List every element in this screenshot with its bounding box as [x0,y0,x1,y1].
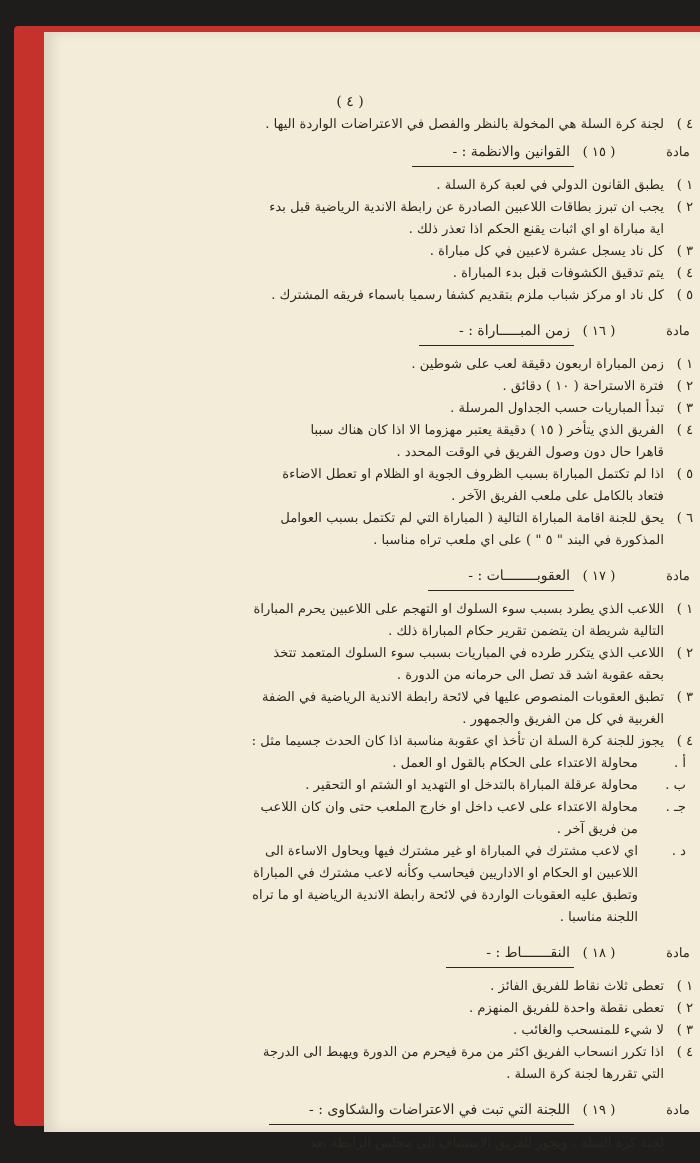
section-gap [56,929,690,937]
item-number: ٤ ) [676,734,694,749]
sub-item-line: محاولة الاعتداء على الحكام بالقول او العمل . [392,756,638,771]
item-number: ٤ ) [676,266,694,281]
item-number: ٥ ) [676,288,694,303]
item-line: قاهرا حال دون وصول الفريق في الوقت المحدد . [396,445,664,460]
item-line: يتم تدقيق الكشوفات قبل بدء المباراة . [452,266,664,281]
article-label: مادة [666,1103,690,1118]
item-line: زمن المباراة اربعون دقيقة لعب على شوطين . [411,357,664,372]
item-line: يحق للجنة اقامة المباراة التالية ( المباراة التي لم تكتمل بسبب العوامل [280,511,664,526]
article-title: العقوبــــــــات : - [428,564,574,591]
article-number: ( ١٨ ) [582,946,616,961]
item-line: يطبق القانون الدولي في لعبة كرة السلة . [436,178,664,193]
list-item [56,263,694,285]
article-heading [56,319,690,346]
article-heading [56,564,690,591]
article-title: النقـــــــاط : - [446,941,574,968]
item-line: فتعاد بالكامل على ملعب الفريق الآخر . [451,489,664,504]
sub-item-line: محاولة الاعتداء على لاعب داخل او خارج الملعب حتى وان كان اللاعب [260,800,638,815]
sub-item-line: وتطبق عليه العقوبات الواردة في لائحة رابطة الاندية الرياضية او ما تراه [252,888,638,903]
sub-item-letter: ب . [665,778,686,793]
article-title: زمن المبـــــاراة : - [419,319,574,346]
item-line: اللاعب الذي يطرد بسبب سوء السلوك او التهجم على اللاعبين يحرم المباراة [253,602,664,617]
list-item [56,1133,690,1155]
item-line: كل ناد او مركز شباب ملزم بتقديم كشفا رسميا باسماء فريقه المشترك . [271,288,664,303]
item-line: اذا لم تكتمل المباراة بسبب الظروف الجوية او الظلام او تعطل الاضاءة [282,467,664,482]
article-title: القوانين والانظمة : - [412,140,574,167]
sub-item-letter: جـ . [665,800,686,815]
item-number: ٢ ) [676,646,694,661]
list-item [56,508,694,552]
item-number: ٣ ) [676,690,694,705]
article-label: مادة [666,324,690,339]
sub-item [56,841,690,929]
item-line: لجنة كرة السلة ، ويجوز للفريق الاستئناف الى مجلس الرابطة بعد [309,1136,664,1151]
document-body [56,90,694,1163]
item-line: كل ناد يسجل عشرة لاعبين في كل مباراة . [429,244,664,259]
list-item [56,599,694,643]
item-number: ٦ ) [676,511,694,526]
item-number: ١ ) [676,602,694,617]
section-gap [56,1086,690,1094]
article-title: اللجنة التي تبت في الاعتراضات والشكاوى : - [269,1098,574,1125]
sub-item [56,797,690,841]
item-number: ٤ ) [676,1045,694,1060]
item-line: المذكورة في البند " ٥ " ) على اي ملعب تراه مناسبا . [373,533,664,548]
item-number: ٤ ) [676,423,694,438]
sub-item-line: اللجنة مناسبا . [559,910,638,925]
item-number: ٢ ) [676,1001,694,1016]
sub-item [56,775,690,797]
list-item [56,687,694,731]
sub-item-line: من فريق آخر . [556,822,638,837]
item-line: التالية شريطة ان يتضمن تقرير حكام المباراة ذلك . [388,624,664,639]
sub-item [56,753,690,775]
list-item [56,354,694,376]
article-number: ( ١٧ ) [582,569,616,584]
article-label: مادة [666,569,690,584]
sub-item-line: اللاعبين او الحكام او الاداريين فيحاسب وكأنه لاعب مشترك في المباراة [253,866,638,881]
article-number: ( ١٩ ) [582,1103,616,1118]
section-gap [56,1155,690,1163]
article-heading [56,941,690,968]
list-item [56,398,694,420]
item-number: ٣ ) [676,1023,694,1038]
item-number: ٢ ) [676,200,694,215]
article-number: ( ١٦ ) [582,324,616,339]
item-line: تعطى نقطة واحدة للفريق المنهزم . [468,1001,664,1016]
article-heading [56,140,690,167]
list-item [56,643,694,687]
section-gap [56,307,690,315]
list-item [56,1020,694,1042]
list-item [56,464,694,508]
item-line: يجب ان تبرز بطاقات اللاعبين الصادرة عن رابطة الاندية الرياضية قبل بدء [269,200,664,215]
item-number: ١ ) [676,357,694,372]
article-label: مادة [666,145,690,160]
list-item [56,1042,694,1086]
item-number: ٢ ) [676,379,694,394]
list-item [56,731,694,753]
item-line: بحقه عقوبة اشد قد تصل الى حرمانه من الدورة . [396,668,664,683]
item-line: اذا تكرر انسحاب الفريق اكثر من مرة فيحرم من الدورة ويهبط الى الدرجة [262,1045,664,1060]
item-line: اللاعب الذي يتكرر طرده في المباريات بسبب سوء السلوك المتعمد تتخذ [273,646,664,661]
item-line: الغربية في كل من الفريق والجمهور . [462,712,664,727]
page-number: ( ٤ ) [336,94,364,110]
sub-item-line: اي لاعب مشترك في المباراة او غير مشترك فيها ويحاول الاساءة الى [264,844,638,859]
item-line: تبدأ المباريات حسب الجداول المرسلة . [450,401,664,416]
sub-item-line: محاولة عرقلة المباراة بالتدخل او التهديد او الشتم او التحقير . [305,778,638,793]
item-number: ٤ ) [676,117,694,132]
item-line: الفريق الذي يتأخر ( ١٥ ) دقيقة يعتبر مهزوما الا اذا كان هناك سببا [310,423,664,438]
article-heading [56,1098,690,1125]
item-line: تعطى ثلاث نقاط للفريق الفائز . [490,979,664,994]
item-number: ٥ ) [676,467,694,482]
item-number: ٣ ) [676,244,694,259]
sub-item-letter: د . [671,844,686,859]
item-line: فترة الاستراحة ( ١٠ ) دقائق . [502,379,664,394]
section-gap [56,552,690,560]
article-label: مادة [666,946,690,961]
list-item [56,285,694,307]
list-item [56,998,694,1020]
intro-paragraph [56,114,694,136]
item-number: ٣ ) [676,401,694,416]
item-line: لا شيء للمنسحب والغائب . [513,1023,664,1038]
list-item [56,241,694,263]
item-line: يجوز للجنة كرة السلة ان تأخذ اي عقوبة مناسبة اذا كان الحدث جسيما مثل : [251,734,664,749]
item-line: اية مباراة او اي اثبات يقنع الحكم اذا تعذر ذلك . [408,222,664,237]
item-number: ١ ) [676,178,694,193]
sub-item-letter: أ . [673,756,686,771]
item-number: ١ ) [676,979,694,994]
item-text: لجنة كرة السلة هي المخولة بالنظر والفصل في الاعتراضات الواردة اليها . [265,117,664,132]
item-line: التي تقررها لجنة كرة السلة . [506,1067,664,1082]
article-number: ( ١٥ ) [582,145,616,160]
list-item [56,376,694,398]
list-item [56,197,694,241]
list-item [56,976,694,998]
list-item [56,175,694,197]
list-item [56,420,694,464]
item-line: تطبق العقوبات المنصوص عليها في لائحة رابطة الاندية الرياضية في الضفة [261,690,664,705]
